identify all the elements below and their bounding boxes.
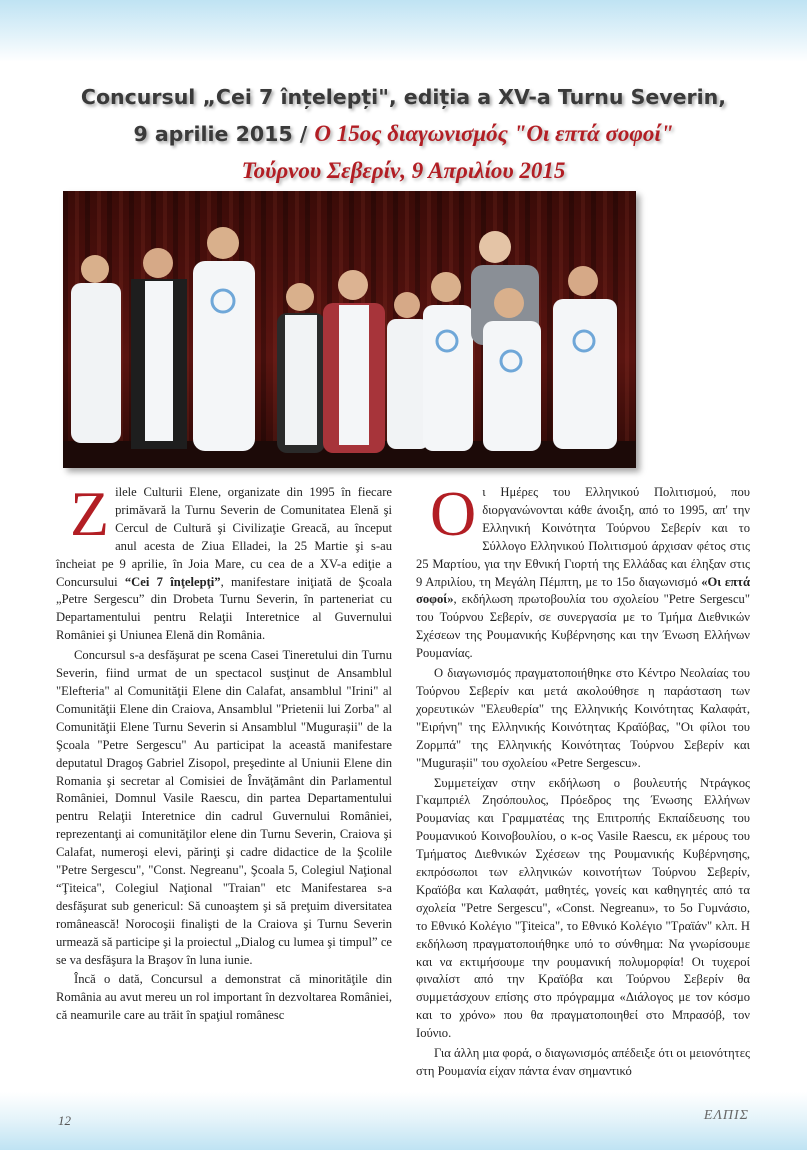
greek-paragraph-3: Συμμετείχαν στην εκδήλωση ο βουλευτής Ντράγκος Γκαμπριέλ Ζησόπουλος, Πρόεδρος της Ένωσης Ελλήνων Ρουμανίας και Γραμματέας της Επιτροπής Εκπαίδευσης του Ρουμανικού Κοινοβουλίου, ο κ-ος Vasile Raescu, εκ μέρους του Τμήματος Διεθνικών Σχέσεων της Ρουμανικής Κυβέρνησης, εκπρόσωποι των ελληνικών κοινοτήτων Τούρνου Σεβερίν, Κραϊόβα και Καλαφάτ, μαθητές, γονείς και καθηγητές από τα σχολεία "Petre Sergescu", «Const. Negreanu», το 5ο Γυμνάσιο, το Εθνικό Κολέγιο "Ţiteica", το Εθνικό Κολέγιο "Τραϊάν" κλπ. Η εκδήλωση πραγματοποιήθηκε υπό το σύνθημα: Να γνωρίσουμε και να εκτιμήσουμε την ρουμανική πολυμορφία! Οι τυχεροί φιναλίστ από την Κραϊόβα και Τούρνου Σεβερίν θα συμμετάσχουν επίσης στο πρόγραμμα «Διάλογος με τον κόσμο και το χρόνο» που θα πραγματοποιηθεί στο Μπρασόβ, τον Ιούνιο.	[416, 775, 750, 1041]
romanian-p1-bold: “Cei 7 înţelepţi”	[124, 574, 221, 589]
greek-p1-bold: «Οι επτά σοφοί»	[416, 574, 750, 607]
romanian-paragraph-3: Încă o dată, Concursul a demonstrat că minorităţile din România au avut mereu un rol important în dezvoltarea României, că neamurile care au trăit în spaţiul românesc	[56, 972, 392, 1023]
bottom-decorative-band	[0, 1092, 807, 1150]
title-line3-greek: Τούρνου Σεβερίν, 9 Απριλίου 2015	[241, 158, 566, 183]
greek-paragraph-4: Για άλλη μια φορά, ο διαγωνισμός απέδειξε ότι οι μειονότητες στη Ρουμανία είχαν πάντα έναν σημαντικό	[416, 1046, 750, 1078]
greek-text-column	[416, 478, 750, 1083]
greek-paragraph-1	[416, 478, 750, 663]
title-line2-greek: Ο 15ος διαγωνισμός "Οι επτά σοφοί"	[314, 121, 674, 146]
top-decorative-band	[0, 0, 807, 62]
romanian-text-column	[56, 478, 392, 1027]
romanian-paragraph-2: Concursul s-a desfăşurat pe scena Casei Tineretului din Turnu Severin, fiind urmat de un spectacol susţinut de Ansamblul "Elefteria" al Comunităţii Elene din Calafat, ansamblul "Irini" al Comunităţii Elene din Craiova, Ansamblul "Prietenii lui Zorba" al Comunităţii Elene Turnu Severin si Ansamblul "Mugurașii" de la Şcoala "Petre Sergescu" Au participat la această manifestare deputatul Dragoş Gabriel Zisopol, preşedinte al Uniunii Elene din Romania şi secretar al Comisiei de Învăţământ din Parlamentul României, Domnul Vasile Raescu, din partea Departamentului pentru Relaţii Interetnice din cadrul Guvernului României, reprezentanţi ai comunităţilor elene din Turnu Severin, Craiova şi Calafat, numeroşi elevi, părinţi şi cadre didactice de la Şcolile "Petre Sergescu", "Const. Negreanu", Şcoala 5, Colegiul Naţional “Ţiteica", Colegiul Naţional "Traian" etc Manifestarea s-a desfăşurat sub genericul: Să cunoaştem şi să preţuim diversitatea românească! Norocoşii finalişti de la Craiova şi Turnu Severin urmează să participe şi la proiectul „Dialog cu lumea şi timpul” ce se va desfăşura la Braşov în luna iunie.	[56, 648, 392, 967]
romanian-p1-text: ilele Culturii Elene, organizate din 1995 în fiecare primăvară la Turnu Severin de Comunitatea Elenă şi Cercul de Cultură şi Civilizaţie Greacă, au început anul acesta de Ziua Elladei, la 25 Martie şi s-au încheiat pe 9 aprilie, în Joia Mare, cu cea de a XV-a ediţie a Concursului	[56, 485, 392, 589]
romanian-paragraph-1	[56, 478, 392, 645]
title-separator: /	[292, 122, 315, 146]
group-photo-icon	[63, 191, 636, 468]
greek-p1-text: ι Ημέρες του Ελληνικού Πολιτισμού, που διοργανώνονται κάθε άνοιξη, από το 1995, απ' την Ελληνική Κοινότητα Τούρνου Σεβερίν και το Σύλλογο Ελληνικού Πολιτισμού άρχισαν φέτος στις 25 Μαρτίου, για την Εθνική Γιορτή της Ελλάδας και έληξαν στις 9 Απριλίου, τη Μεγάλη Πέμπτη, με το 15ο διαγωνισμό	[416, 485, 750, 589]
magazine-name: ΕΛΠΙΣ	[703, 1108, 749, 1123]
article-title	[40, 80, 767, 191]
title-line2-romanian: 9 aprilie 2015	[133, 122, 293, 146]
dropcap-greek: O	[430, 478, 477, 549]
group-photo	[63, 191, 636, 468]
greek-p1-text-end: , εκδήλωση πρωτοβουλία του σχολείου "Petre Sergescu" του Τούρνου Σεβερίν, σε συνεργασία με το Τμήμα Διεθνικών Σχέσεων της Ρουμανικής Κυβέρνησης και την Ένωση Ελλήνων Ρουμανίας.	[416, 592, 750, 661]
title-line1-romanian: Concursul „Cei 7 înțelepți", ediția a XV-a Turnu Severin,	[80, 85, 727, 109]
greek-paragraph-2: Ο διαγωνισμός πραγματοποιήθηκε στο Κέντρο Νεολαίας του Τούρνου Σεβερίν και μετά ακολούθησε η παράσταση των χορευτικών "Ελευθερία" της Ελληνικής Κοινότητας Καλαφάτ, "Ειρήνη" της Ελληνικής Κοινότητας Κραϊόβας, "Οι φίλοι του Ζορμπά" της Ελληνικής Κοινότητας Τούρνου Σεβερίν και "Mugurașii" του σχολείου «Petre Sergescu».	[416, 666, 750, 770]
dropcap-romanian: Z	[70, 478, 110, 549]
page-number: 12	[58, 1113, 71, 1128]
romanian-p1-text-end: , manifestare iniţiată de Şcoala „Petre Sergescu” din Drobeta Turnu Severin, în parteneriat cu Departamentului pentru Relaţii Interetnice al Guvernului României şi Uniunea Elenă din România.	[56, 574, 392, 643]
